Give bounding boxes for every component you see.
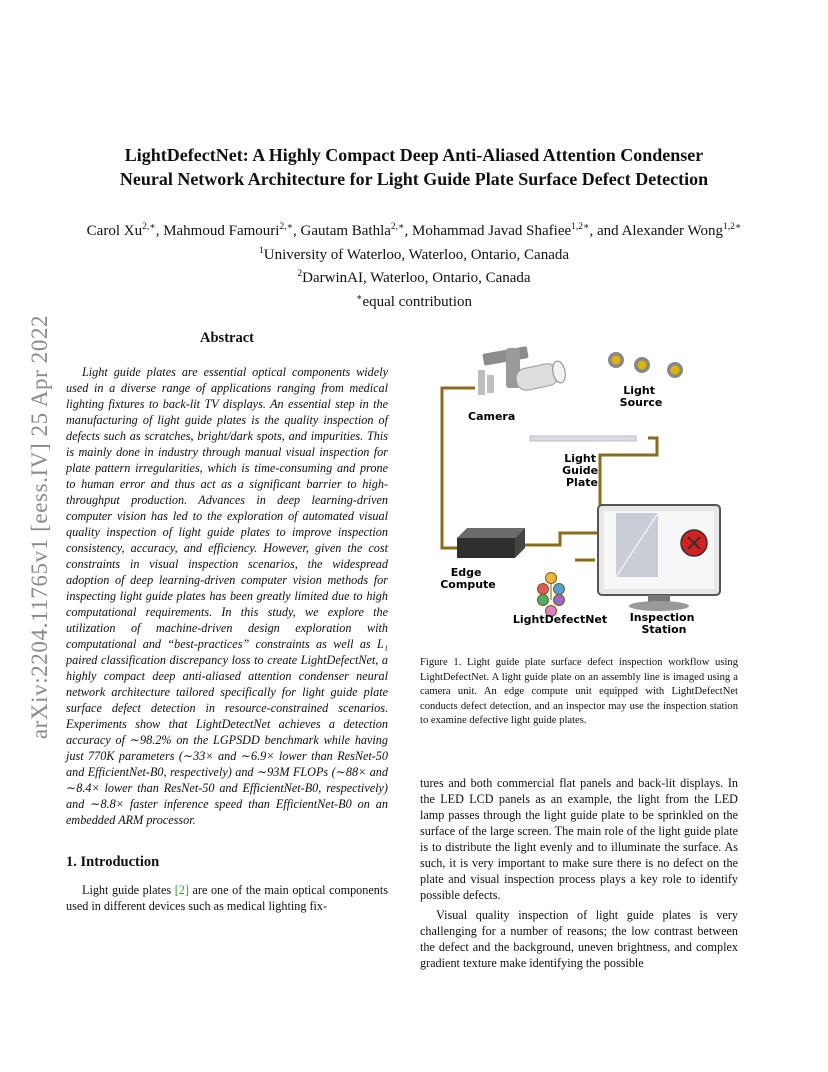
- lgp-line-2: Guide: [562, 464, 599, 477]
- right-column: [420, 340, 738, 971]
- neural-network-icon: [538, 573, 565, 617]
- author-sep: ,: [404, 223, 413, 239]
- author-affil: 1,2∗: [722, 222, 742, 232]
- author-affil: 2,∗: [279, 222, 294, 232]
- affil-text: DarwinAI, Waterloo, Ontario, Canada: [302, 270, 531, 286]
- author-name: Gautam Bathla: [300, 223, 391, 239]
- lgp-line-3: Plate: [566, 476, 598, 489]
- affil-text: University of Waterloo, Waterloo, Ontario, Canada: [263, 246, 570, 263]
- author-name: Mohammad Javad Shafiee: [412, 223, 572, 239]
- light-source-icon: [608, 352, 683, 378]
- left-column: [66, 330, 388, 914]
- arxiv-id-text: arXiv:2204.11765v1 [eess.IV] 25 Apr 2022: [27, 314, 52, 740]
- author-sep: ,: [155, 223, 164, 239]
- body-paragraph: Visual quality inspection of light guide plates is very challenging for a number of reasons; the low contrast between the defect and the background, uneven brightness, and complex gradient texture make identifying the possible: [420, 907, 738, 970]
- edge-compute-line-2: Compute: [440, 578, 496, 591]
- edge-compute-line-1: Edge: [450, 566, 482, 579]
- paper-title: [60, 143, 768, 191]
- lightdefectnet-label: LightDefectNet: [512, 613, 608, 626]
- author-affil: 2,∗: [142, 222, 156, 232]
- abstract-text: Light guide plates are essential optical components widely used in a diverse range of applications ranging from medical lighting fixtures to back-lit TV displays. An essential step in the manufacturing of light guide plates is the quality inspection of defects such as scratches, bright/dark spots, and impurities. This is mainly done in industry through manual visual inspection for plate pattern irregularities, which is time-consuming and prone to human error and thus act as a significant barrier to high-throughput production. Advances in deep learning-driven computer vision has led to the exploration of automated visual quality inspection of light guide plates to improve inspection consistency, accuracy, and efficiency. However, given the cost constraints in visual inspection scenarios, the widespread adoption of deep learning-driven computer vision methods for inspecting light guide plates has been greatly limited due to high computational requirements. In this study, we explore the utilization of machine-driven design exploration with computational and “best-practices” constraints as well as L₁ paired classification discrepancy loss to create LightDefectNet, a highly compact deep anti-aliased attention condenser neural network architecture tailored specifically for light guide plate surface defect detection in resource-constrained scenarios. Experiments show that LightDetectNet achieves a detection accuracy of ∼98.2% on the LGPSDD benchmark while having just 770K parameters (∼33× and ∼6.9× lower than ResNet-50 and EfficientNet-B0, respectively) and ∼93M FLOPs (∼88× and ∼8.4× lower than ResNet-50 and EfficientNet-B0, respectively) and ∼8.8× faster inference speed than EfficientNet-B0 on an embedded ARM processor.: [66, 365, 388, 827]
- abstract-heading: Abstract: [200, 330, 254, 346]
- author-affil: 1,2∗: [571, 222, 590, 232]
- inspection-station-icon: [598, 505, 720, 611]
- author-name: Alexander Wong: [621, 223, 723, 239]
- author-name: Mahmoud Famouri: [163, 223, 280, 239]
- author-block: [40, 218, 788, 312]
- lgp-line-1: Light: [564, 452, 596, 465]
- intro-text: are one of the main optical components used in different devices such as medical lighting fix-: [66, 883, 388, 913]
- affiliation-1: [40, 242, 788, 266]
- edge-compute-label: [440, 566, 496, 591]
- camera-label: Camera: [468, 410, 516, 423]
- citation-link[interactable]: [2]: [174, 883, 189, 897]
- light-guide-plate-label: [562, 452, 602, 489]
- equal-contribution-note: [40, 289, 788, 313]
- intro-text: Light guide plates: [82, 883, 175, 897]
- body-paragraph: tures and both commercial flat panels and back-lit displays. In the LED LCD panels as an example, the light from the LED lamp passes through the light guide plate to be sprinkled on the surface of the large screen. The main role of the light guide plate is to distribute the light evenly and to illuminate the surface. As such, it is very important to make sure there is no defect on the plate and visual inspection process plays a key role to identify possible defects.: [420, 775, 738, 902]
- author-sep: ,: [293, 223, 301, 239]
- author-line: [40, 218, 788, 242]
- inspection-station-label: [630, 611, 699, 636]
- arxiv-identifier: [20, 282, 60, 772]
- intro-paragraph: [66, 882, 388, 914]
- equal-contribution-text: equal contribution: [362, 293, 473, 310]
- affil-marker: 1: [258, 245, 264, 256]
- author-affil: 2,∗: [390, 222, 405, 232]
- title-line-2: Neural Network Architecture for Light Guide Plate Surface Defect Detection: [119, 169, 709, 189]
- workflow-figure: [420, 340, 738, 640]
- figure-caption: Figure 1. Light guide plate surface defect inspection workflow using LightDefectNet. A light guide plate on an assembly line is imaged using a camera unit. An edge compute unit equipped with LightDefectNet conducts defect detection, and an inspector may use the inspection station to examine defective light guide plates.: [420, 657, 738, 726]
- affil-marker: ∗: [355, 292, 363, 303]
- light-source-label: [620, 384, 663, 409]
- affil-marker: 2: [297, 269, 303, 279]
- defect-x-icon: [681, 530, 707, 556]
- edge-compute-icon: [457, 528, 525, 558]
- inspection-line-2: Station: [641, 623, 687, 636]
- title-line-1: LightDefectNet: A Highly Compact Deep Anti-Aliased Attention Condenser: [124, 145, 704, 165]
- light-source-line-1: Light: [623, 384, 655, 397]
- right-body-text: [420, 775, 738, 971]
- workflow-diagram: [420, 340, 738, 640]
- author-sep: , and: [589, 223, 622, 239]
- light-source-line-2: Source: [619, 396, 663, 409]
- camera-icon: [478, 346, 567, 395]
- light-guide-plate-icon: [530, 436, 636, 441]
- intro-heading: 1. Introduction: [66, 854, 160, 870]
- author-name: Carol Xu: [86, 223, 143, 239]
- inspection-line-1: Inspection: [629, 611, 695, 624]
- affiliation-2: [40, 265, 788, 289]
